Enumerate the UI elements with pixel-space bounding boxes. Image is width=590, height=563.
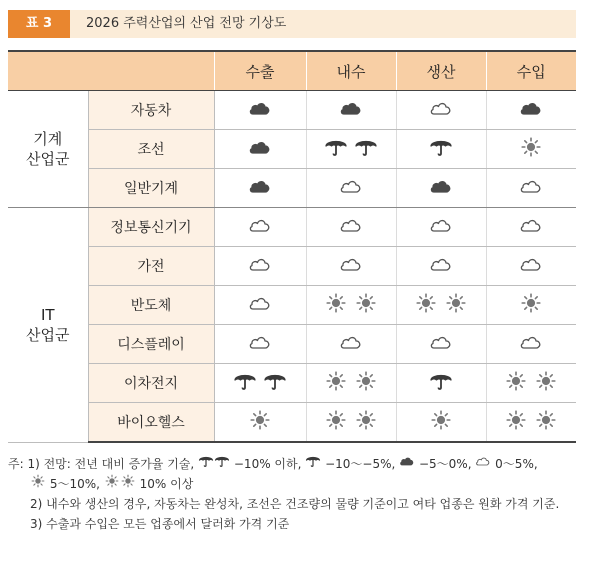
- sun-icon: [519, 137, 543, 157]
- table-row: [8, 403, 576, 443]
- forecast-icons: [429, 137, 453, 157]
- forecast-cell-import: [486, 208, 576, 247]
- forecast-cell-domestic: [306, 325, 396, 364]
- column-header-domestic: 내수: [306, 51, 396, 91]
- forecast-cell-export: [214, 208, 306, 247]
- sun-icon: [324, 293, 348, 313]
- umbrella-icon: [214, 454, 230, 468]
- dark-cloud-icon: [248, 137, 272, 157]
- dark-cloud-icon: [248, 176, 272, 196]
- sun-icon: [429, 410, 453, 430]
- forecast-icons: [519, 215, 543, 235]
- table-row: [8, 91, 576, 130]
- umbrella-icon: [305, 454, 321, 468]
- umbrella-icon: [233, 371, 257, 391]
- forecast-cell-production: [396, 286, 486, 325]
- forecast-cell-import: [486, 169, 576, 208]
- forecast-icons: [248, 332, 272, 352]
- legend-text-f: 10% 이상: [139, 477, 194, 491]
- note-1: [8, 454, 578, 474]
- group-label-line: 산업군: [26, 325, 70, 344]
- dark-cloud-icon: [399, 454, 415, 468]
- cloud-icon: [248, 332, 272, 352]
- cloud-icon: [339, 176, 363, 196]
- forecast-cell-import: [486, 130, 576, 169]
- forecast-cell-import: [486, 91, 576, 130]
- forecast-cell-export: [214, 130, 306, 169]
- forecast-cell-domestic: [306, 208, 396, 247]
- cloud-icon: [429, 254, 453, 274]
- forecast-cell-production: [396, 169, 486, 208]
- forecast-icons: [519, 293, 543, 313]
- cloud-icon: [429, 98, 453, 118]
- forecast-cell-domestic: [306, 130, 396, 169]
- legend-double-sun-icon: [104, 477, 136, 491]
- forecast-icons: [248, 176, 272, 196]
- forecast-icons: [519, 176, 543, 196]
- header-corner: [8, 51, 214, 91]
- sun-icon: [534, 371, 558, 391]
- forecast-table: [8, 50, 576, 443]
- forecast-icons: [339, 332, 363, 352]
- forecast-icons: [429, 215, 453, 235]
- table-row: [8, 286, 576, 325]
- forecast-cell-export: [214, 403, 306, 443]
- cloud-icon: [248, 215, 272, 235]
- sun-icon: [120, 474, 136, 488]
- umbrella-icon: [263, 371, 287, 391]
- forecast-icons: [429, 371, 453, 391]
- forecast-icons: [233, 371, 287, 391]
- umbrella-icon: [354, 137, 378, 157]
- legend-double-umbrella-icon: [198, 457, 230, 471]
- forecast-icons: [414, 293, 468, 313]
- column-header-export: 수출: [214, 51, 306, 91]
- group-label-line: 산업군: [26, 150, 70, 168]
- table-row: [8, 169, 576, 208]
- industry-name: 이차전지: [88, 364, 214, 403]
- forecast-cell-domestic: [306, 169, 396, 208]
- sun-icon: [354, 371, 378, 391]
- cloud-icon: [519, 176, 543, 196]
- dark-cloud-icon: [519, 98, 543, 118]
- industry-name: 정보통신기기: [88, 208, 214, 247]
- sun-icon: [354, 293, 378, 313]
- table-title-bar: [8, 10, 576, 38]
- forecast-icons: [248, 293, 272, 313]
- forecast-icons: [324, 371, 378, 391]
- forecast-cell-export: [214, 247, 306, 286]
- forecast-cell-export: [214, 364, 306, 403]
- industry-name: 반도체: [88, 286, 214, 325]
- dark-cloud-icon: [429, 176, 453, 196]
- forecast-cell-import: [486, 364, 576, 403]
- sun-icon: [414, 293, 438, 313]
- group-label: [8, 208, 88, 443]
- industry-name: 가전: [88, 247, 214, 286]
- cloud-icon: [248, 293, 272, 313]
- forecast-icons: [339, 215, 363, 235]
- note-1-cont: [8, 474, 578, 494]
- umbrella-icon: [324, 137, 348, 157]
- forecast-cell-production: [396, 208, 486, 247]
- forecast-icons: [519, 137, 543, 157]
- cloud-icon: [429, 215, 453, 235]
- cloud-icon: [248, 254, 272, 274]
- legend-umbrella-icon: [305, 457, 321, 471]
- legend-text-a: −10% 이하,: [233, 457, 302, 471]
- table-row: [8, 364, 576, 403]
- group-label-line: IT: [40, 305, 55, 324]
- sun-icon: [248, 410, 272, 430]
- forecast-cell-import: [486, 247, 576, 286]
- forecast-icons: [339, 254, 363, 274]
- column-header-production: 생산: [396, 51, 486, 91]
- forecast-icons: [429, 254, 453, 274]
- table-notes: [8, 454, 578, 534]
- table-row: [8, 247, 576, 286]
- forecast-icons: [324, 293, 378, 313]
- column-header-import: 수입: [486, 51, 576, 91]
- forecast-cell-export: [214, 169, 306, 208]
- sun-icon: [30, 474, 46, 488]
- forecast-cell-domestic: [306, 91, 396, 130]
- legend-dark-cloud-icon: [399, 457, 415, 471]
- legend-cloud-icon: [475, 457, 491, 471]
- forecast-icons: [248, 137, 272, 157]
- forecast-icons: [519, 98, 543, 118]
- industry-name: 조선: [88, 130, 214, 169]
- legend-text-d: 0〜5%,: [495, 457, 538, 471]
- sun-icon: [519, 293, 543, 313]
- note-2: 2) 내수와 생산의 경우, 자동차는 완성차, 조선은 건조량의 물량 기준이고 여타 업종은 원화 가격 기준.: [30, 497, 560, 511]
- table-row: [8, 208, 576, 247]
- forecast-cell-production: [396, 403, 486, 443]
- sun-icon: [534, 410, 558, 430]
- forecast-cell-domestic: [306, 247, 396, 286]
- industry-name: 일반기계: [88, 169, 214, 208]
- sun-icon: [354, 410, 378, 430]
- forecast-icons: [339, 98, 363, 118]
- forecast-icons: [248, 98, 272, 118]
- forecast-cell-export: [214, 91, 306, 130]
- sun-icon: [324, 410, 348, 430]
- forecast-cell-domestic: [306, 403, 396, 443]
- forecast-icons: [429, 410, 453, 430]
- cloud-icon: [519, 215, 543, 235]
- forecast-cell-import: [486, 325, 576, 364]
- legend-text-c: −5〜0%,: [418, 457, 472, 471]
- legend-sun-icon: [30, 477, 46, 491]
- forecast-icons: [248, 215, 272, 235]
- forecast-cell-production: [396, 247, 486, 286]
- umbrella-icon: [429, 137, 453, 157]
- forecast-cell-export: [214, 325, 306, 364]
- forecast-icons: [429, 98, 453, 118]
- umbrella-icon: [198, 454, 214, 468]
- cloud-icon: [475, 454, 491, 468]
- sun-icon: [444, 293, 468, 313]
- industry-name: 바이오헬스: [88, 403, 214, 443]
- forecast-icons: [504, 371, 558, 391]
- industry-name: 디스플레이: [88, 325, 214, 364]
- forecast-cell-import: [486, 403, 576, 443]
- forecast-icons: [248, 410, 272, 430]
- forecast-icons: [324, 410, 378, 430]
- forecast-cell-import: [486, 286, 576, 325]
- forecast-icons: [429, 332, 453, 352]
- sun-icon: [504, 371, 528, 391]
- cloud-icon: [429, 332, 453, 352]
- forecast-icons: [429, 176, 453, 196]
- sun-icon: [104, 474, 120, 488]
- cloud-icon: [339, 215, 363, 235]
- table-title: 2026 주력산업의 산업 전망 기상도: [86, 16, 287, 31]
- cloud-icon: [519, 254, 543, 274]
- note-1-prefix: 주: 1) 전망: 전년 대비 증가율 기술,: [8, 457, 195, 471]
- forecast-icons: [504, 410, 558, 430]
- sun-icon: [324, 371, 348, 391]
- forecast-icons: [519, 254, 543, 274]
- sun-icon: [504, 410, 528, 430]
- cloud-icon: [519, 332, 543, 352]
- industry-name: 자동차: [88, 91, 214, 130]
- cloud-icon: [339, 254, 363, 274]
- forecast-cell-domestic: [306, 364, 396, 403]
- cloud-icon: [339, 332, 363, 352]
- legend-text-b: −10〜−5%,: [325, 457, 396, 471]
- header-row: [8, 51, 576, 91]
- legend-text-e: 5〜10%,: [49, 477, 100, 491]
- forecast-icons: [339, 176, 363, 196]
- group-label-line: 기계: [33, 130, 63, 148]
- forecast-icons: [248, 254, 272, 274]
- table-row: [8, 130, 576, 169]
- forecast-icons: [519, 332, 543, 352]
- table-row: [8, 325, 576, 364]
- umbrella-icon: [429, 371, 453, 391]
- note-3: 3) 수출과 수입은 모든 업종에서 달러화 가격 기준: [30, 517, 290, 531]
- forecast-icons: [324, 137, 378, 157]
- table-number-tag: 표 3: [8, 10, 70, 38]
- forecast-cell-export: [214, 286, 306, 325]
- forecast-cell-production: [396, 364, 486, 403]
- forecast-cell-production: [396, 91, 486, 130]
- dark-cloud-icon: [248, 98, 272, 118]
- forecast-cell-production: [396, 130, 486, 169]
- dark-cloud-icon: [339, 98, 363, 118]
- forecast-cell-domestic: [306, 286, 396, 325]
- forecast-cell-production: [396, 325, 486, 364]
- group-label: [8, 91, 88, 208]
